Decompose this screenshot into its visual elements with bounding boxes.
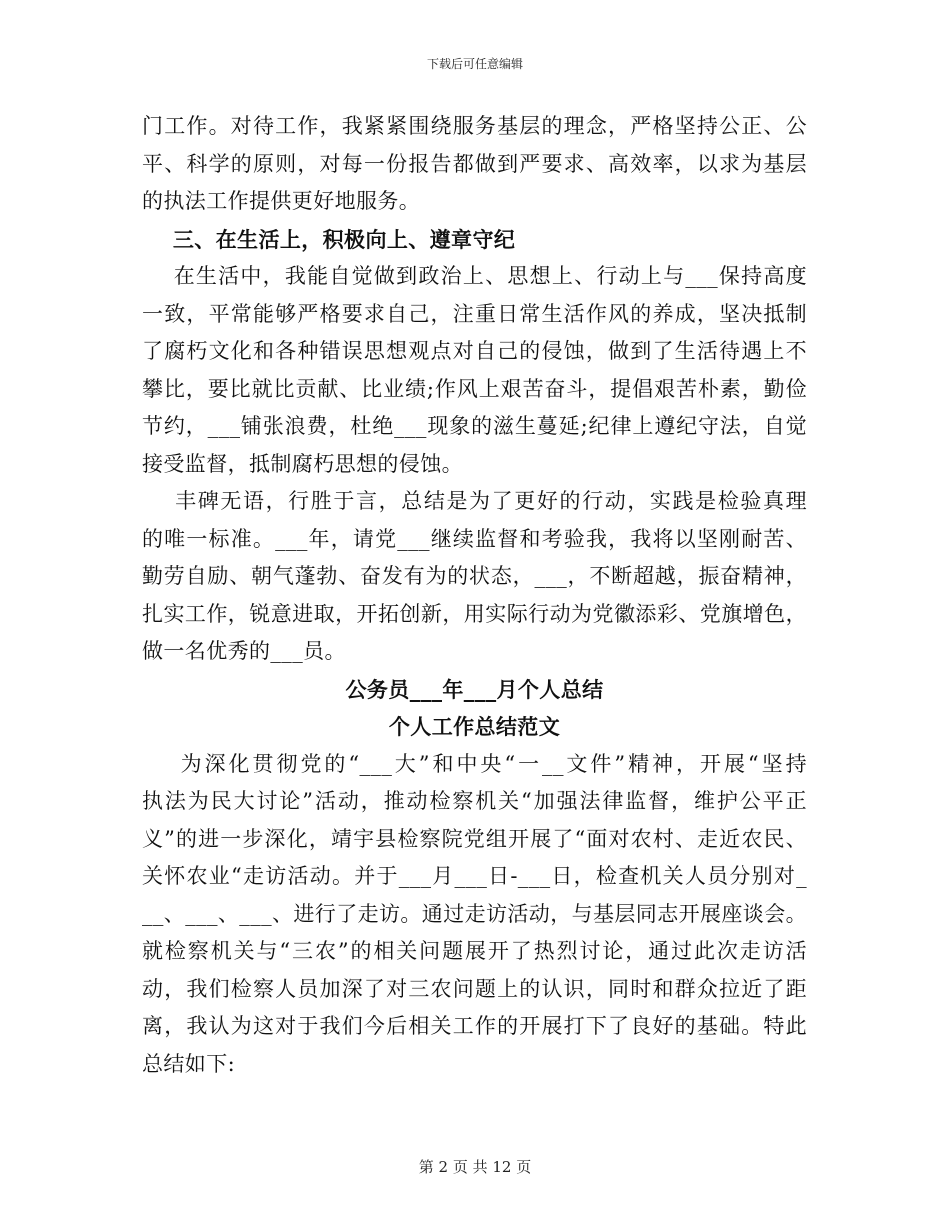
body-line: 接受监督，抵制腐朽思想的侵蚀。	[142, 451, 463, 476]
body-line: 在生活中，我能自觉做到政治上、思想上、行动上与___保持高度	[142, 264, 807, 288]
page-number-footer: 第 2 页 共 12 页	[418, 1158, 532, 1176]
body-line: 义”的进一步深化，靖宇县检察院党组开展了“面对农村、走近农民、	[142, 826, 807, 851]
body-line: 为深化贯彻党的“___大”和中央“一__文件”精神，开展“坚持	[142, 751, 807, 776]
body-line: 扎实工作，锐意进取，开拓创新，用实际行动为党徽添彩、党旗增色，	[142, 601, 807, 626]
body-line: 门工作。对待工作，我紧紧围绕服务基层的理念，严格坚持公正、公	[142, 114, 807, 138]
body-line: 勤劳自励、朝气蓬勃、奋发有为的状态，___，不断超越，振奋精神，	[142, 564, 807, 588]
body-line: __、___、___、进行了走访。通过走访活动，与基层同志开展座谈会。	[142, 901, 807, 926]
body-line: 了腐朽文化和各种错误思想观点对自己的侵蚀，做到了生活待遇上不	[142, 339, 807, 363]
page-header-note: 下载后可任意编辑	[426, 57, 523, 71]
body-line: 就检察机关与“三农”的相关问题展开了热烈讨论，通过此次走访活	[142, 939, 807, 963]
body-line: 的执法工作提供更好地服务。	[142, 189, 421, 213]
body-line: 总结如下:	[142, 1051, 236, 1076]
body-line: 攀比，要比就比贡献、比业绩;作风上艰苦奋斗，提倡艰苦朴素，勤俭	[142, 376, 807, 401]
body-line: 一致，平常能够严格要求自己，注重日常生活作风的养成，坚决抵制	[142, 301, 807, 326]
document-subtitle: 个人工作总结范文	[388, 714, 561, 739]
body-line: 动，我们检察人员加深了对三农问题上的认识，同时和群众拉近了距	[142, 976, 807, 1001]
body-line: 离，我认为这对于我们今后相关工作的开展打下了良好的基础。特此	[142, 1014, 807, 1038]
document-body	[142, 108, 807, 1083]
body-line: 平、科学的原则，对每一份报告都做到严要求、高效率，以求为基层	[142, 151, 807, 176]
body-line: 关怀农业“走访活动。并于___月___日-___日，检查机关人员分别对_	[142, 864, 807, 888]
body-line: 丰碑无语，行胜于言，总结是为了更好的行动，实践是检验真理	[142, 489, 807, 513]
body-line: 执法为民大讨论”活动，推动检察机关“加强法律监督，维护公平正	[142, 789, 807, 813]
document-title: 公务员___年___月个人总结	[345, 676, 604, 702]
body-line: 的唯一标准。___年，请党___继续监督和考验我，我将以坚刚耐苦、	[142, 526, 807, 551]
body-line: 节约，___铺张浪费，杜绝___现象的滋生蔓延;纪律上遵纪守法，自觉	[142, 414, 807, 438]
body-line: 做一名优秀的___员。	[142, 639, 346, 663]
section-heading: 三、在生活上，积极向上、遵章守纪	[142, 226, 516, 252]
